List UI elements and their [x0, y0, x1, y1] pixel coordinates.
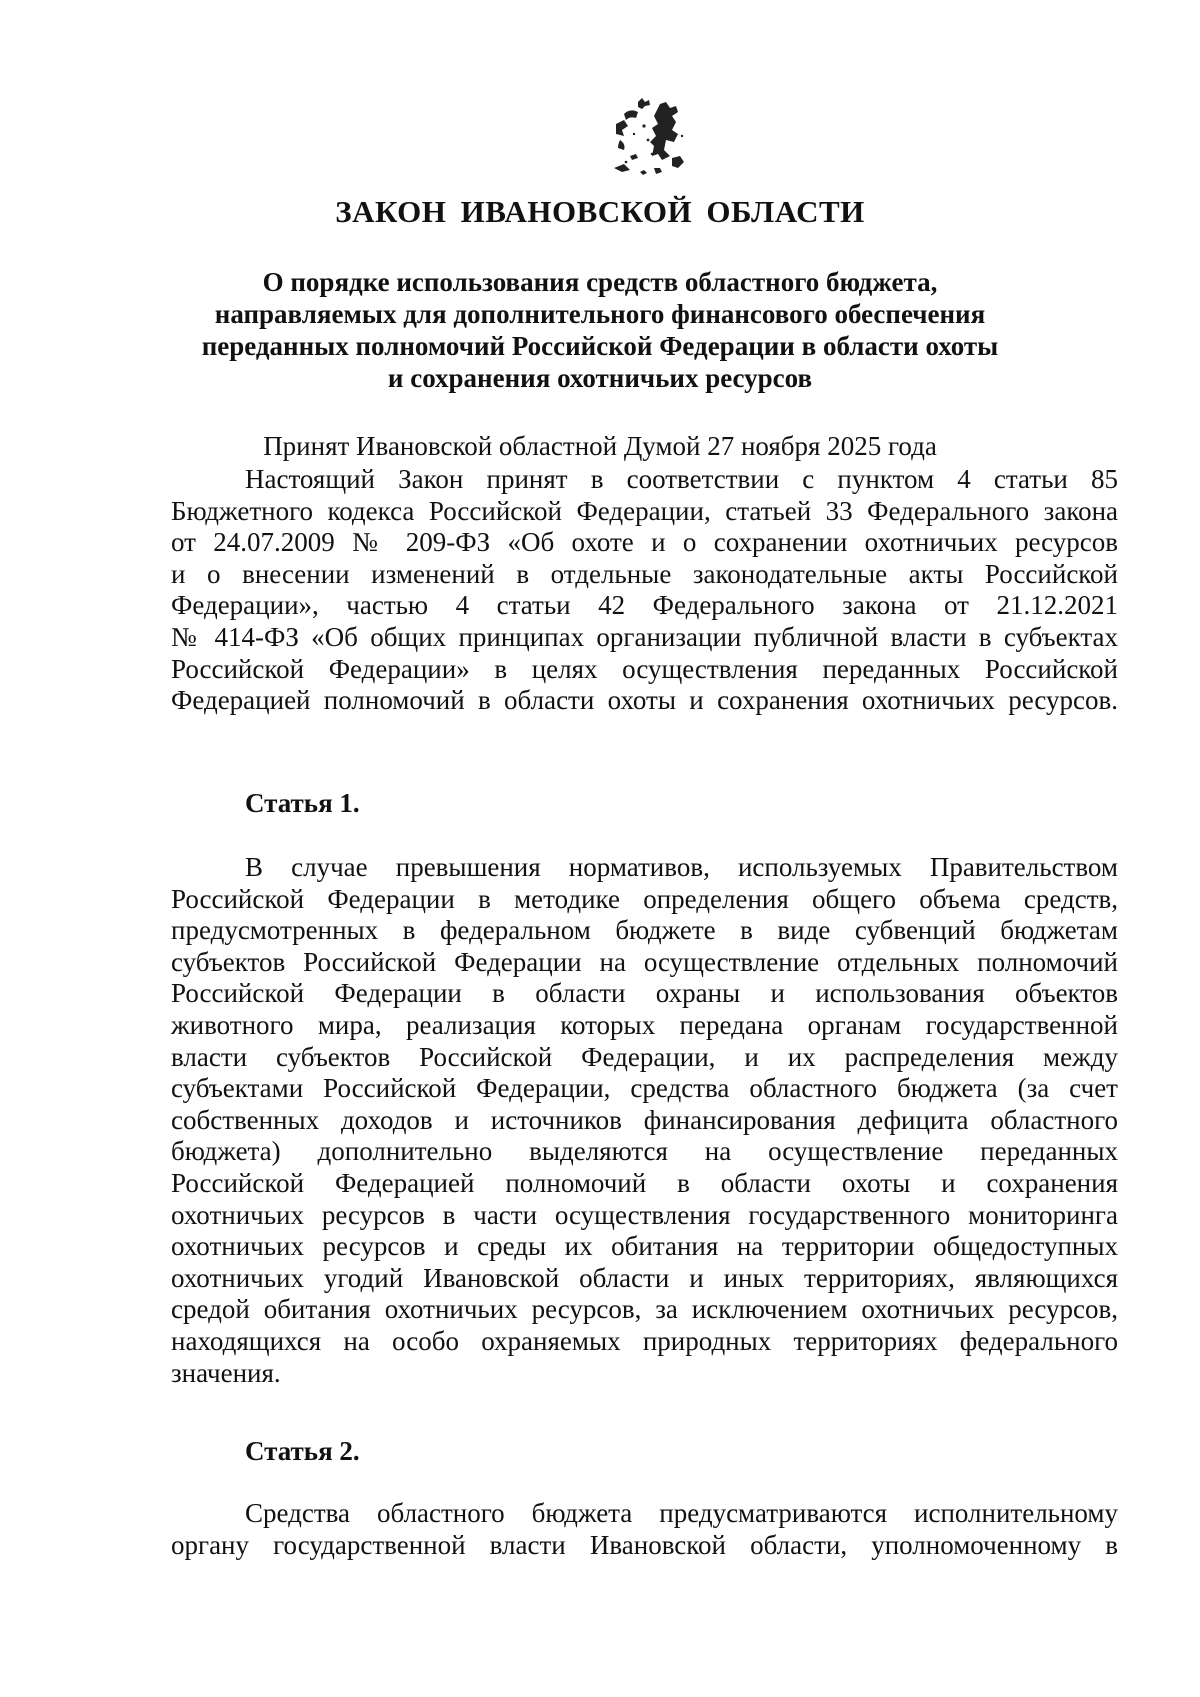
text-line: субъектами Российской Федерации, средства областного бюджета (за счет [171, 1073, 1118, 1104]
text-line: власти субъектов Российской Федерации, и их распределения между [171, 1041, 1118, 1072]
text-line: органу государственной власти Ивановской области, уполномоченному в [171, 1529, 1118, 1560]
coat-of-arms-emblem-icon [594, 96, 698, 180]
text-line: животного мира, реализация которых передана органам государственной [171, 1009, 1118, 1040]
text-line: бюджета) дополнительно выделяются на осуществление переданных [171, 1136, 1118, 1167]
text-line: субъектов Российской Федерации на осуществление отдельных полномочий [171, 946, 1118, 977]
text-line: Российской Федерации в области охраны и использования объектов [171, 978, 1118, 1009]
text-line: и о внесении изменений в отдельные законодательные акты Российской [171, 558, 1118, 589]
article-2-paragraph [171, 1498, 1118, 1561]
article-2-heading: Статья 2. [245, 1436, 360, 1466]
text-line: охотничьих ресурсов и среды их обитания на территории общедоступных [171, 1231, 1118, 1262]
text-line: Настоящий Закон принят в соответствии с пунктом 4 статьи 85 [245, 464, 1118, 494]
text-line: Федерацией полномочий в области охоты и сохранения охотничьих ресурсов. [171, 685, 1118, 716]
subtitle-line: направляемых для дополнительного финансового обеспечения [214, 299, 986, 329]
text-line: находящихся на особо охраняемых природных территориях федерального [171, 1325, 1118, 1356]
text-line: Российской Федерации» в целях осуществления переданных Российской [171, 653, 1118, 684]
text-line: Средства областного бюджета предусматриваются исполнительному [245, 1498, 1118, 1528]
article-1-heading: Статья 1. [245, 788, 360, 818]
text-line: № 414-ФЗ «Об общих принципах организации публичной власти в субъектах [171, 621, 1118, 652]
law-title: ЗАКОН ИВАНОВСКОЙ ОБЛАСТИ [335, 194, 865, 229]
text-line: от 24.07.2009 № 209-ФЗ «Об охоте и о сохранении охотничьих ресурсов [171, 527, 1118, 558]
text-line: Российской Федерации в методике определения общего объема средств, [171, 883, 1118, 914]
text-line: В случае превышения нормативов, используемых Правительством [245, 852, 1118, 882]
adoption-statement: Принят Ивановской областной Думой 27 ноября 2025 года [263, 431, 937, 461]
subtitle-line: и сохранения охотничьих ресурсов [387, 363, 813, 393]
subtitle-line: переданных полномочий Российской Федерации в области охоты [201, 331, 999, 361]
subtitle-line: О порядке использования средств областного бюджета, [262, 267, 938, 297]
text-line: предусмотренных в федеральном бюджете в виде субвенций бюджетам [171, 915, 1118, 946]
text-line: Федерации», частью 4 статьи 42 Федерального закона от 21.12.2021 [171, 590, 1118, 621]
text-line: Бюджетного кодекса Российской Федерации, статьей 33 Федерального закона [171, 495, 1118, 526]
text-line: значения. [171, 1357, 281, 1388]
text-line: охотничьих ресурсов в части осуществления государственного мониторинга [171, 1199, 1118, 1230]
text-line: собственных доходов и источников финансирования дефицита областного [171, 1104, 1118, 1135]
article-1-paragraph [171, 852, 1118, 1389]
text-line: охотничьих угодий Ивановской области и иных территориях, являющихся [171, 1262, 1118, 1293]
preamble-paragraph [171, 464, 1118, 717]
text-line: Российской Федерацией полномочий в области охоты и сохранения [171, 1167, 1118, 1198]
law-subtitle [200, 266, 1000, 394]
text-line: средой обитания охотничьих ресурсов, за исключением охотничьих ресурсов, [171, 1294, 1118, 1325]
